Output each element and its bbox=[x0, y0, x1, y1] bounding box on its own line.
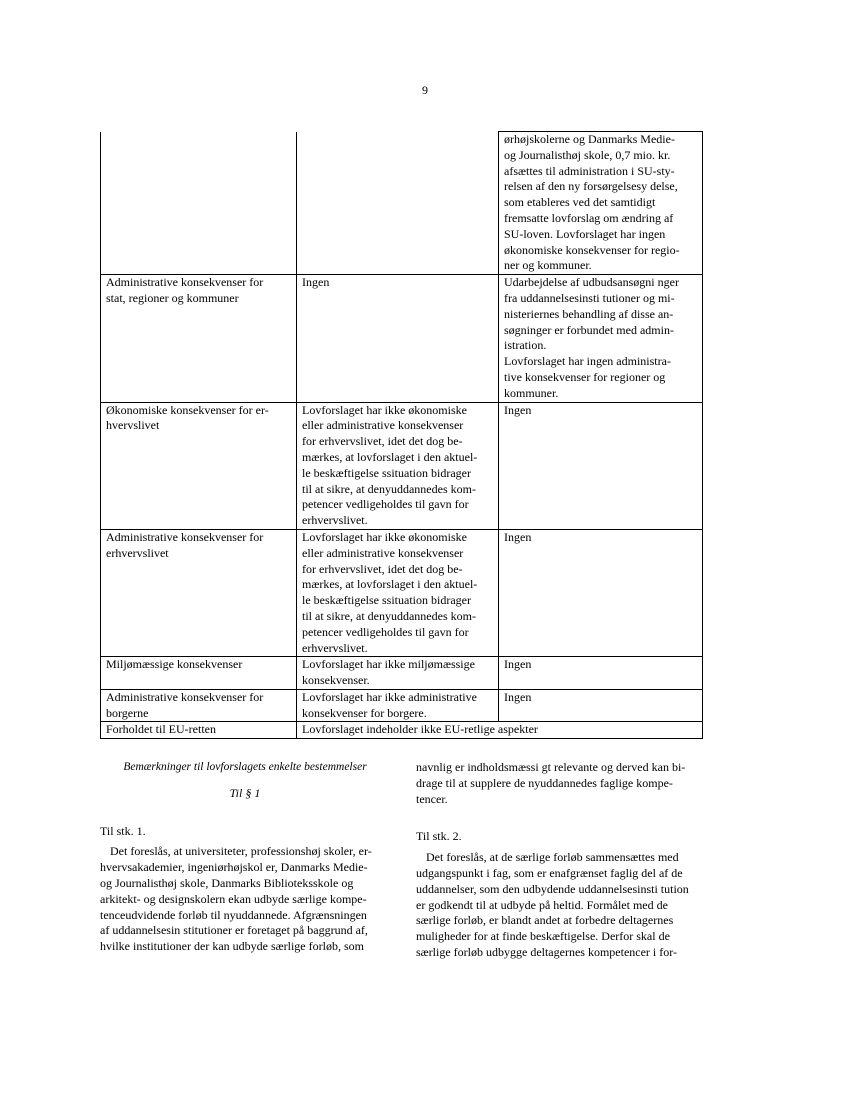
table-row bbox=[101, 689, 703, 722]
table-cell-label: Forholdet til EU-retten bbox=[101, 722, 297, 739]
subsection-label: Til stk. 1. bbox=[100, 823, 146, 838]
table-row bbox=[101, 132, 703, 275]
body-paragraph: Det foreslås, at universiteter, professionshøj skoler, er- hvervsakademier, ingeniørhøjskol er, Danmarks Medie- og Journalisthøj skole, Danmarks Biblioteksskole og arkitekt- og designskolern ekan udbyde særlige kompe- tenceudvidende forløb til nyuddannede. Afgrænsningen af uddannelsesin stitutioner er foretaget på baggrund af, hvilke institutioner der kan udbyde særlige forløb, som bbox=[100, 844, 372, 954]
section-heading: Til § 1 bbox=[229, 785, 261, 800]
remarks-heading: Bemærkninger til lovforslagets enkelte bestemmelser bbox=[123, 761, 367, 773]
table-cell-eu-text: Lovforslaget indeholder ikke EU-retlige aspekter bbox=[297, 722, 703, 739]
table-cell-negative: Ingen bbox=[499, 402, 703, 529]
table-cell-label bbox=[101, 132, 297, 275]
table-cell-negative: ørhøjskolerne og Danmarks Medie- og Journalisthøj skole, 0,7 mio. kr. afsættes til administration i SU-sty- relsen af den ny forsørgelsesy delse, som etableres ved det samtidigt fremsatte lovforslag om ændring af SU-loven. Lovforslaget har ingen økonomiske konsekvenser for regio- ner og kommuner. bbox=[499, 132, 703, 275]
table-cell-label: Økonomiske konsekvenser for er- hvervslivet bbox=[101, 402, 297, 529]
consequences-table bbox=[100, 131, 703, 739]
table-row bbox=[101, 657, 703, 690]
table-cell-negative: Ingen bbox=[499, 657, 703, 690]
table-cell-positive bbox=[297, 132, 499, 275]
table-row bbox=[101, 275, 703, 402]
table-cell-negative: Ingen bbox=[499, 529, 703, 656]
table-row-eu bbox=[101, 722, 703, 739]
table-cell-label: Administrative konsekvenser for borgerne bbox=[101, 689, 297, 722]
page-number: 9 bbox=[422, 83, 428, 97]
table-cell-positive: Ingen bbox=[297, 275, 499, 402]
table-cell-positive: Lovforslaget har ikke administrative konsekvenser for borgere. bbox=[297, 689, 499, 722]
table-cell-positive: Lovforslaget har ikke økonomiske eller administrative konsekvenser for erhvervslivet, idet det dog be- mærkes, at lovforslaget i den aktuel- le beskæftigelse ssituation bidrager til at sikre, at denyuddannedes kom- petencer vedligeholdes til gavn for erhvervslivet. bbox=[297, 402, 499, 529]
table-row bbox=[101, 402, 703, 529]
right-text-column bbox=[416, 760, 708, 961]
table-cell-negative: Ingen bbox=[499, 689, 703, 722]
table-cell-positive: Lovforslaget har ikke økonomiske eller administrative konsekvenser for erhvervslivet, idet det dog be- mærkes, at lovforslaget i den aktuel- le beskæftigelse ssituation bidrager til at sikre, at denyuddannedes kom- petencer vedligeholdes til gavn for erhvervslivet. bbox=[297, 529, 499, 656]
subsection-label: Til stk. 2. bbox=[416, 829, 462, 844]
body-paragraph: Det foreslås, at de særlige forløb sammensættes med udgangspunkt i fag, som er enafgrænset faglig del af de uddannelser, som den udbydende uddannelsesinsti tution er godkendt til at udbyde på heltid. Formålet med de særlige forløb, er blandt andet at forbedre deltagernes muligheder for at finde beskæftigelse. Derfor skal de særlige forløb udbygge deltagernes kompetencer i for- bbox=[416, 850, 689, 959]
table-cell-positive: Lovforslaget har ikke miljømæssige konsekvenser. bbox=[297, 657, 499, 690]
table-cell-label: Miljømæssige konsekvenser bbox=[101, 657, 297, 690]
body-paragraph-continuation: navnlig er indholdsmæssi gt relevante og derved kan bi- drage til at supplere de nyuddannedes faglige kompe- tencer. bbox=[416, 760, 686, 806]
left-text-column bbox=[100, 760, 390, 955]
table-cell-negative: Udarbejdelse af udbudsansøgni nger fra uddannelsesinsti tutioner og mi- nisteriernes behandling af disse an- søgninger er forbundet med admin- istration. Lovforslaget har ingen administra- tive konsekvenser for regioner og kommuner. bbox=[499, 275, 703, 402]
table-cell-label: Administrative konsekvenser for erhvervslivet bbox=[101, 529, 297, 656]
table-row bbox=[101, 529, 703, 656]
table-cell-label: Administrative konsekvenser for stat, regioner og kommuner bbox=[101, 275, 297, 402]
